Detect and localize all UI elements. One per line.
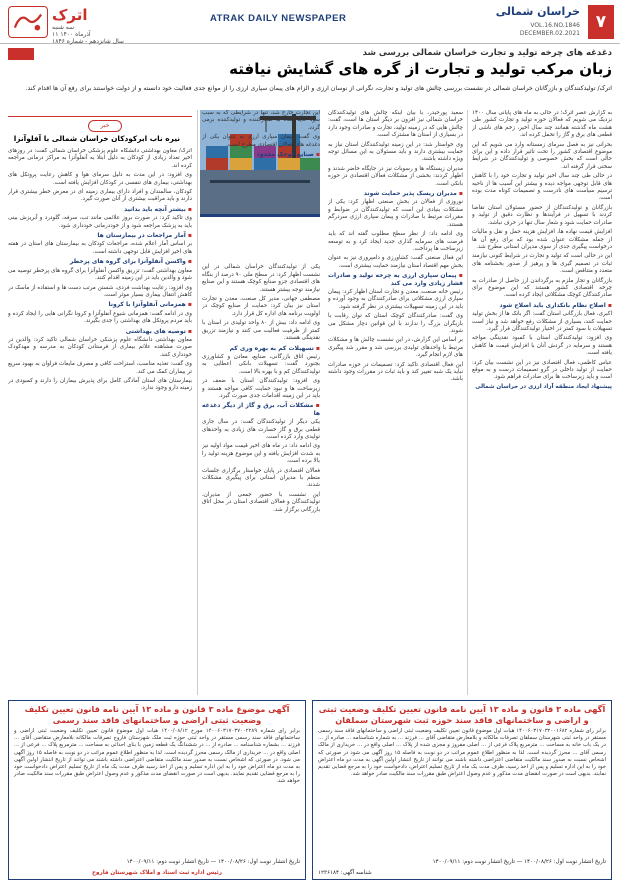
- notice-code: شناسه آگهی: ۱۲۳۶۱۸۴: [318, 870, 372, 876]
- paragraph: این نشست با حضور جمعی از مدیران، تولیدکنندگان و فعالان اقتصادی استان در محل اتاق بازرگانی برگزار شد.: [202, 491, 320, 513]
- article-kicker: دغدغه های چرخه تولید و تجارت خراسان شمالی بررسی شد: [362, 48, 612, 58]
- legal-notices: [8, 700, 612, 880]
- legal-notice: [312, 700, 612, 880]
- logo-icon: [9, 7, 47, 37]
- subheading: ▪ مدیران ریسک پذیر حمایت شوند: [328, 190, 463, 197]
- issue-info: [520, 22, 580, 38]
- photo-spacer: [202, 160, 320, 264]
- paragraph: کودکان، سالمندان و افراد دارای بیماری زمینه ای در معرض خطر بیشتری قرار دارند و باید مراقبت بیشتری از آنان صورت گیرد.: [8, 189, 192, 203]
- paragraph: مصطفی جهانی، مدیر کل صنعت، معدن و تجارت استان نیز بیان کرد: حمایت از صنایع کوچک در اولویت برنامه های اداره کل قرار دارد.: [202, 296, 320, 317]
- paragraph: وی ادامه داد: از نظر سطح مطلوب گفته اند که باید فرصت های سرمایه گذاری جدید ایجاد کرد و به توسعه زیرساخت ها پرداخت.: [328, 231, 463, 252]
- paragraph: بر اساس این گزارش، در این نشست چالش ها و مشکلات مرتبط با واحدهای تولیدی بررسی شد و مقرر شد پیگیری های لازم انجام گیرد.: [328, 337, 463, 359]
- date-line: [52, 24, 124, 45]
- paragraph: وی گفت: پیمان سپاری ارزی به عنوان یکی از دغدغه های فعالان اقتصادی مطرح است.: [202, 134, 320, 148]
- notice-signature: رئیس اداره ثبت اسناد و املاک شهرستان فاروج: [91, 870, 222, 876]
- article-lead: اترک/ تولیدکنندگان و بازرگانان خراسان شمالی در نشست بررسی چالش های تولید و تجارت، نگرانی از نوسان ارزی و الزام های پیمان سپاری ارزی را از موانع جدی فعالیت خود دانسته و از دولت خواستند برای رفع آن ها اقدام کند.: [25, 85, 612, 92]
- volume-number: VOL.16.NO.1846: [530, 22, 580, 29]
- paragraph: بازرگانان و تجار ملزم به برگرداندن ارز حاصل از صادرات به چرخه اقتصادی کشور هستند که این موضوع برای صادرکنندگان کوچک مشکلاتی ایجاد کرده است.: [472, 277, 612, 299]
- newspaper-name-en: ATRAK DAILY NEWSPAPER: [210, 13, 347, 24]
- page-number: ۷: [588, 5, 614, 39]
- notice-dates: تاریخ انتشار نوبت اول: ۱۴۰۰/۰۸/۲۶ — تاریخ انتشار نوبت دوم: ۱۴۰۰/۰۹/۱۱: [126, 859, 300, 865]
- issue-number-fa: سال شانزدهم - شماره ۱۸۴۶: [52, 38, 124, 45]
- notice-title: آگهی ماده ۳ قانون و ماده ۱۳ آیین نامه قانون تعیین تکلیف وضعیت ثبتی و اراضی و ساختمانهای فاقد سند حوزه ثبت شهرستان سملقان: [318, 704, 606, 725]
- paragraph: وی افزود: در این مدت به دلیل سرمای هوا و کاهش رعایت پروتکل های بهداشتی، بیماری های تنفسی در کودکان افزایش یافته است.: [8, 172, 192, 186]
- paragraph: وی ادامه داد: در ماه های اخیر قیمت مواد اولیه نیز به شدت افزایش یافته و این موضوع هزینه تولید را بالا برده است.: [202, 443, 320, 465]
- paragraph: وی افزود: تولیدکنندگان استان با کمبود نقدینگی مواجه هستند و سرمایه در گردش آنان با افزایش قیمت ها کاهش یافته است.: [472, 335, 612, 357]
- notice-title: آگهی موضوع ماده ۳ قانون و ماده ۱۳ آیین نامه قانون تعیین تکلیف وضعیت ثبتی اراضی و ساختمانهای فاقد سند رسمی: [24, 704, 290, 725]
- paragraph: معاون بهداشتی گفت: تزریق واکسن آنفلوآنزا برای گروه های پرخطر توصیه می شود و والدین باید در این زمینه اقدام کنند.: [8, 267, 192, 282]
- paragraph: وی افزود: رعایت بهداشت فردی، شستن مرتب دست ها و استفاده از ماسک در کاهش انتقال بیماری بسیار موثر است.: [8, 284, 192, 298]
- paragraph: رئیس خانه صنعت، معدن و تجارت استان اظهار کرد: پیمان سپاری ارزی مشکلاتی برای صادرکنندگان به وجود آورده و باید در این زمینه تسهیلات بیشتری در نظر گرفته شود.: [328, 288, 463, 310]
- subheading: ▪ تسهیلات کم به بهره وری کم: [202, 345, 320, 352]
- notice-dates: تاریخ انتشار نوبت اول: ۱۴۰۰/۰۸/۲۶ — تاریخ انتشار نوبت دوم: ۱۴۰۰/۰۹/۱۱: [432, 859, 606, 865]
- notice-body: برابر رای شماره ۱۴۰۰۶۰۳۱۷۰۳۷۰۰۲۲۸۹ مورخ ۱۴۰۰/۰۸/۱۲ هیات اول موضوع قانون تعیین تکلیف وضعیت ثبتی اراضی و ساختمانهای فاقد سند رسمی مستقر در واحد ثبتی حوزه ثبت ملک شهرستان فاروج تصرفات مالکانه بلامعارض متقاضی آقای ... فرزند ... بشماره شناسنامه ... صادره از ... در ششدانگ یک قطعه زمین با بنای احداثی به مساحت ... مترمربع پلاک ... فرعی از ... اصلی واقع در ... خریداری از مالک رسمی محرز گردیده است. لذا به منظور اطلاع عموم مراتب در دو نوبت به فاصله ۱۵ روز آگهی می شود. در صورتی که اشخاص نسبت به صدور سند مالکیت متقاضی اعتراضی داشته باشند می توانند از تاریخ انتشار اولین آگهی به مدت دو ماه اعتراض خود را به این اداره تسلیم و پس از اخذ رسید ظرف مدت یک ماه از تاریخ تسلیم اعتراض دادخواست خود را به مرجع قضایی تقدیم نمایند. بدیهی است در صورت انقضای مدت مذکور و عدم وصول اعتراض طبق مقررات سند مالکیت صادر خواهد شد.: [14, 728, 300, 785]
- paragraph: یکی از تولیدکنندگان خراسان شمالی در این نشست اظهار کرد: در سطح ملی ۹۰ درصد از بنگاه های اقتصادی جزو صنایع کوچک هستند و این صنایع نیازمند توجه بیشتر هستند.: [202, 264, 320, 293]
- paragraph: سعید پورحیدر، با بیان اینکه چالش های تولیدکنندگان خراسان شمالی نیز افزون بر دیگر استان ها است، گفت: چالش هایی که در زمینه تولید، تجارت و صادرات وجود دارد در بسیاری از استان ها مشترک است.: [328, 110, 463, 139]
- paragraph: عباس کاظمی، فعال اقتصادی نیز در این نشست بیان کرد: حمایت از تولید داخلی در گرو تصمیمات درست و به موقع است و باید زیرساخت ها برای صادرات فراهم شود.: [472, 359, 612, 381]
- notice-body: برابر رای شماره ۱۴۰۰۶۰۳۱۷۰۳۲۰۰۱۶۸۲ هیات اول موضوع قانون تعیین تکلیف وضعیت ثبتی اراضی و ساختمانهای فاقد سند رسمی مستقر در واحد ثبتی شهرستان سملقان تصرفات مالکانه و بلامعارض متقاضی آقای ... فرزند ... به شماره شناسنامه ... صادره از ... در یک باب خانه به مساحت ... مترمربع پلاک فرعی از ... اصلی مفروز و مجزی شده از پلاک ... اصلی واقع در ... خریداری از مالک رسمی آقای ... محرز گردیده است. لذا به منظور اطلاع عموم مراتب در دو نوبت به فاصله ۱۵ روز آگهی می شود در صورتی که اشخاص نسبت به صدور سند مالکیت متقاضی اعتراضی داشته باشند می توانند از تاریخ انتشار اولین آگهی به مدت دو ماه اعتراض خود را به این اداره تسلیم و پس از اخذ رسید، ظرف مدت یک ماه از تاریخ تسلیم اعتراض، دادخواست خود را به مرجع قضایی تقدیم نمایند. بدیهی است در صورت انقضای مدت مذکور و عدم وصول اعتراض طبق مقررات سند مالکیت صادر خواهد شد.: [318, 728, 606, 778]
- subheading: ▪ آمار مراجعات در بیمارستان ها: [8, 232, 192, 239]
- section-tag: [8, 48, 34, 60]
- paragraph: این فعال اقتصادی تاکید کرد: تصمیمات در حوزه صادرات نباید یک شبه تغییر کند و باید ثبات در مقررات وجود داشته باشد.: [328, 361, 463, 383]
- subheading: ▪ پیمان سپاری ارزی به چرخه تولید و صادرات فشار زیادی وارد می کند: [328, 272, 463, 287]
- paragraph: بر اساس آمار اعلام شده، مراجعات کودکان به بیمارستان های استان در هفته های اخیر افزایش قابل توجهی داشته است.: [8, 241, 192, 255]
- side-article-body: [8, 148, 192, 695]
- paragraph: وی گفت: صادرکنندگان کوچک استان که توان رقابت با بازیگران بزرگ را ندارند با این قوانین دچار مشکل می شوند.: [328, 313, 463, 334]
- subheading: ▪ بیشتر آنچه باید بدانید: [8, 206, 192, 213]
- paragraph: به گزارش عصر اترک؛ در حالی به ماه های پایانی سال ۱۴۰۰ نزدیک می شویم که فعالان حوزه تولید و تجارت کشور طی هشت ماه گذشته همانند چند سال اخیر، زخم های ناشی از قطعی های برق و گاز را تحمل کرده اند.: [472, 110, 612, 139]
- paragraph: معاون بهداشتی دانشگاه علوم پزشکی خراسان شمالی تاکید کرد: والدین در صورت مشاهده علائم بیماری از فرستادن کودکان به مدرسه و مهدکودک خودداری کنند.: [8, 336, 192, 358]
- paragraph: یکی دیگر از تولیدکنندگان گفت: در سال جاری قطعی برق و گاز خسارت های زیادی به واحدهای تولیدی وارد کرده است.: [202, 419, 320, 440]
- paragraph: وی گفت: تغذیه مناسب، استراحت کافی و مصرف مایعات فراوان به بهبود سریع تر بیماران کمک می کند.: [8, 361, 192, 375]
- subheading: ▪ صنایع کوچک محدود: [202, 151, 320, 158]
- legal-notice: [8, 700, 306, 880]
- paragraph: فعالان اقتصادی در پایان خواستار برگزاری جلسات منظم با مدیران استانی برای پیگیری مشکلات شدند.: [202, 467, 320, 489]
- subheading: ▪ اصلاح نظام بانکداری باید اصلاح شود: [472, 302, 612, 309]
- paragraph: وی افزود: تولیدکنندگان استان با ضعف در زیرساخت ها و نبود حمایت کافی مواجه هستند و باید در این زمینه اقدامات جدی صورت گیرد.: [202, 378, 320, 399]
- paragraph: بیمارستان های استان آمادگی کامل برای پذیرش بیماران را دارند و کمبودی در زمینه دارو وجود ندارد.: [8, 377, 192, 392]
- column-divider: [467, 110, 468, 695]
- paragraph: رئیس اتاق بازرگانی، صنایع، معادن و کشاورزی بجنورد گفت: تسهیلات بانکی اعطایی به تولیدکنندگان کم و با بهره بالا است.: [202, 353, 320, 375]
- side-article-title: نیره ناب ابرکودکان خراسان شمالی با آفلوآنزا: [13, 134, 180, 143]
- date-fa: ۱۱ آذرماه ۱۴۰۰: [52, 31, 91, 38]
- subheading: پیشنهاد ایجاد منطقه آزاد ارزی در خراسان شمالی: [475, 383, 612, 390]
- weekday: سه شنبه: [52, 24, 75, 31]
- paragraph: این تجارت خارج شد، تنها در شرایطی که به سبب سود عاید شده به صادرکننده و تولیدکننده برمی گردد.: [202, 110, 320, 131]
- news-badge: خبر: [88, 120, 122, 132]
- paragraph: این در حالی است که تولید و تجارت در شرایط کنونی نیازمند ثبات در تصمیم گیری ها و پرهیز از صدور بخشنامه های متعدد و متناقض است.: [472, 253, 612, 275]
- paragraph: وی خواستار شد: در این زمینه تولیدکنندگان استان نیاز به حمایت بیشتری دارند و باید مسئولان به این مسائل توجه ویژه داشته باشند.: [328, 141, 463, 163]
- subheading: ▪ مشکلات آب، برق و گاز از دیگر دغدغه ها: [202, 402, 320, 417]
- article-column-2: [328, 110, 463, 695]
- paragraph: اترک/ معاون بهداشتی دانشگاه علوم پزشکی خراسان شمالی گفت: در روزهای اخیر تعداد زیادی از کودکان به دلیل ابتلا به آنفلوآنزا به مراکز درمانی مراجعه کرده اند.: [8, 148, 192, 169]
- paragraph: مدیران زیستگاه ها و رسوبات نیز در جایگاه حاضر شدند و اظهار کردند: بخشی از مشکلات فعالان اقتصادی در حوزه بانکی است.: [328, 165, 463, 187]
- article-column-1: [472, 110, 612, 695]
- issue-date-en: DECEMBER.02.2021: [519, 30, 580, 37]
- paragraph: وی تاکید کرد: در صورت بروز علائمی مانند تب، سرفه، گلودرد و آبریزش بینی باید به پزشک مراجعه شود و از خوددرمانی خودداری شود.: [8, 215, 192, 229]
- paragraph: این فعال صنعتی گفت: کشاورزی و دامپروری نیز به عنوان بخش مهم اقتصاد استان نیازمند حمایت بیشتری است.: [328, 255, 463, 269]
- logo-text: اترک: [52, 6, 88, 24]
- paragraph: وی در ادامه گفت: همزمانی شیوع آنفلوآنزا و کرونا نگرانی هایی را ایجاد کرده و باید مردم پروتکل های بهداشتی را جدی بگیرند.: [8, 310, 192, 325]
- subheading: ▪ واکسن آنفلوآنزا برای گروه های پرخطر: [8, 258, 192, 265]
- paragraph: اکبری، فعال بازرگانی استان گفت: اگر بانک ها از بخش تولید حمایت کنند، بسیاری از مشکلات رفع خواهد شد و نیاز است تسهیلات با سود کمتر در اختیار تولیدکنندگان قرار گیرد.: [472, 311, 612, 332]
- subheading: ▪ توصیه های بهداشتی: [8, 328, 192, 335]
- paragraph: وی ادامه داد: بیش از ۸۰ واحد تولیدی در استان با کمتر از ظرفیت فعالیت می کنند و نیازمند تزریق نقدینگی هستند.: [202, 320, 320, 342]
- newspaper-logo: [8, 6, 48, 38]
- paragraph: افزایش قیمت نهاده ها، افزایش هزینه حمل و نقل و مالیات از جمله مشکلات عنوان شده بود که برای رفع آن ها درخواست پیگیری جدی از سوی مدیران استانی مطرح شد.: [472, 229, 612, 250]
- article-headline: زبان مرکب تولید و تجارت از گره های گشایش نیافته: [229, 60, 612, 78]
- paragraph: بحرانی نیز به فصل سرمای زمستانه وارد می شویم که این موضوع اقتصادی کشور را تحت تاثیر قرار داده و این برای حالی است که بخش خصوصی و تولیدکنندگان در شرایط سختی قرار گرفته اند.: [472, 141, 612, 170]
- paragraph: در حالی طی چند سال اخیر تولید و تجارت خود را با کاهش های قابل توجهی مواجه دیده و بیشتر این آسیب ها از ناحیه ترسیم سیاست های نادرست و تصمیمات کوتاه مدت بوده است.: [472, 173, 612, 202]
- subheading: ▪ همزمانی آنفلوآنزا با کرونا: [8, 301, 192, 308]
- box-rule: [8, 116, 192, 117]
- paragraph: بازرگانان و تولیدکنندگان از حضور مسئولان استان تقاضا کردند با تسهیل در فرآیندها و نظارت دقیق از تولید و صادرات حمایت شود و شعار سال تنها در حرف نباشد.: [472, 204, 612, 226]
- masthead: [0, 0, 620, 44]
- section-name: خراسان شمالی: [495, 5, 580, 18]
- article-column-3: [202, 110, 320, 695]
- column-divider: [197, 110, 198, 695]
- paragraph: نوروزی از فعالان در بخش صنعتی اظهار کرد: یکی از مشکلات بنیادی این است که تولیدکنندگان در ضوابط و مقررات مرتبط با صادرات و پیمان سپاری ارزی سردرگم هستند.: [328, 199, 463, 228]
